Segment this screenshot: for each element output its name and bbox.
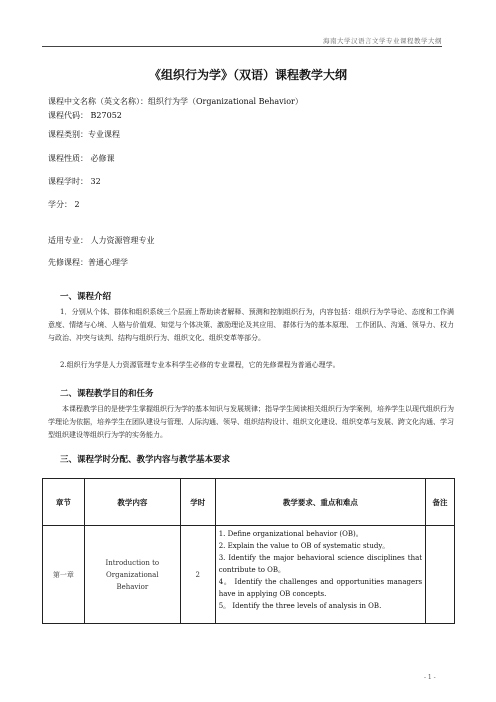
header-rule [42,46,442,47]
table-row [43,526,455,624]
section-heading-intro: 一、课程介绍 [60,292,112,302]
requirement-item: 4。 Identify the challenges and opportunities managers have in applying OB concepts. [218,578,423,598]
requirement-item: 1. Define organizational behavior (OB)。 [218,530,363,538]
purpose-paragraph: 本课程教学目的是使学生掌握组织行为学的基本知识与发展规律；指导学生阅读相关组织行为学案例，培养学生以现代组织行为学理论为依据，培养学生在团队建设与管理、人际沟通、领导、组织结构设计、组织文化建设、组织变革与发展、跨文化沟通、学习型组织建设等组织行为学的实务能力。 [48,405,454,439]
header-requirements: 教学要求、重点和难点 [215,479,425,526]
header-notes: 备注 [426,479,455,526]
course-code: 课程代码： B27052 [48,111,122,120]
header-content: 教学内容 [84,479,180,526]
cell-requirements [215,526,425,624]
table-header-row [43,479,455,526]
page-header: 海南大学汉语言文学专业课程教学大纲 [323,37,442,45]
cell-chapter: 第一章 [43,526,85,624]
page-number: - 1 - [424,674,436,681]
applicable-major: 适用专业： 人力资源管理专业 [48,236,155,245]
prerequisite: 先修课程：普通心理学 [48,258,128,267]
cell-hours: 2 [180,526,215,624]
requirement-item: 3. Identify the major behavioral science disciplines that contribute to OB。 [218,554,423,574]
cell-notes [426,526,455,624]
course-category: 课程类别：专业课程 [48,130,120,139]
course-nature: 课程性质： 必修课 [48,154,115,163]
syllabus-table [42,478,455,624]
section-heading-purpose: 二、课程教学目的和任务 [60,389,154,399]
section-heading-schedule: 三、课程学时分配、教学内容与教学基本要求 [60,455,231,465]
header-hours: 学时 [180,479,215,526]
course-hours: 课程学时： 32 [48,177,101,186]
intro-paragraph-1: 1．分别从个体、群体和组织系统三个层面上帮助读者解释、预测和控制组织行为，内容包括：组织行为学导论、态度和工作满意度、情绪与心境、人格与价值观、知觉与个体决策、激励理论及其应用、 群体行为的基本原理、 工作团队、沟通、领导力、权力与政治、冲突与谈判、结构与组织行为、组织文化、组织变革等部分。 [48,308,454,342]
course-credit: 学分： 2 [48,200,80,209]
requirement-item: 2. Explain the value to OB of systematic study。 [218,542,390,550]
cell-content: Introduction to Organizational Behavior [84,526,180,624]
requirement-item: 5。 Identify the three levels of analysis in OB. [218,602,382,610]
intro-paragraph-2: 2.组织行为学是人力资源管理专业本科学生必修的专业课程，它的先修课程为普通心理学。 [60,361,340,369]
document-title: 《组织行为学》（双语）课程教学大纲 [148,68,347,82]
course-name: 课程中文名称（英文名称）：组织行为学（Organizational Behavior） [48,97,303,106]
header-chapter: 章节 [43,479,85,526]
